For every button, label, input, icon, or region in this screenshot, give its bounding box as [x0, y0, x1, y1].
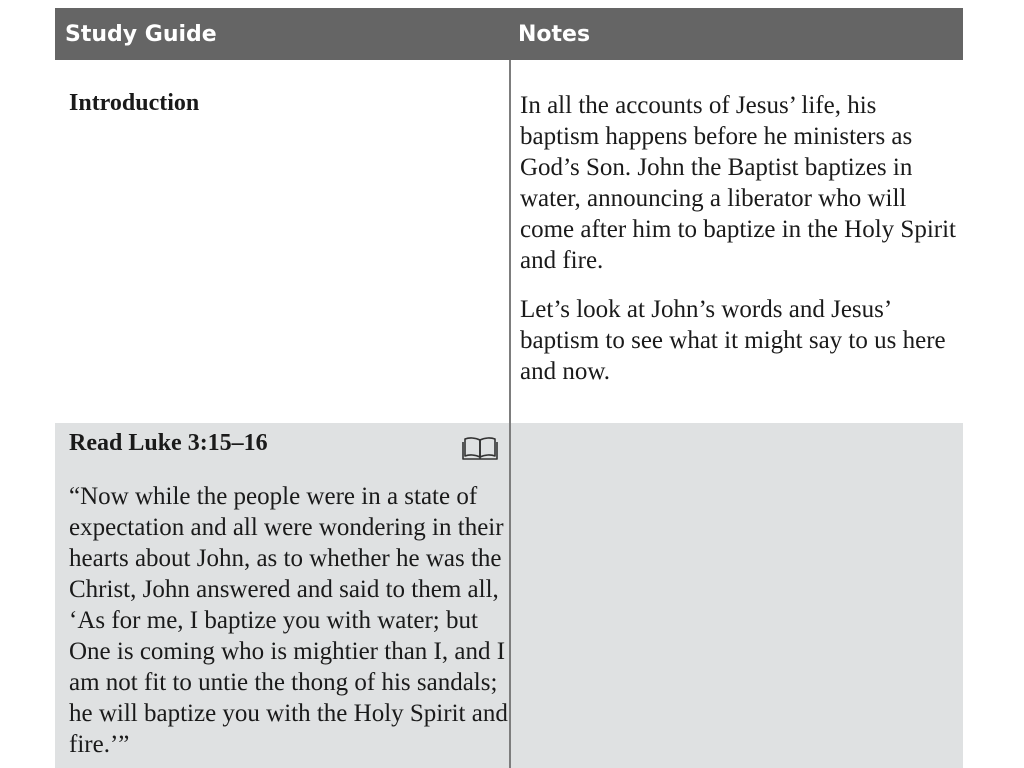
- introduction-notes: [520, 90, 960, 405]
- notes-paragraph-1: In all the accounts of Jesus’ life, his baptism happens before he ministers as God’s Son. John the Baptist baptizes in water, announcing a liberator who will come after him to baptize in the Holy Spirit and fire.: [520, 92, 956, 274]
- notes-paragraph-2: Let’s look at John’s words and Jesus’ baptism to see what it might say to us here and now.: [520, 296, 946, 385]
- open-book-icon: [462, 435, 498, 461]
- study-guide-table: [55, 8, 963, 768]
- table-header: [55, 8, 963, 60]
- introduction-title: Introduction: [69, 90, 200, 116]
- header-notes: Notes: [518, 22, 591, 47]
- reading-title: Read Luke 3:15–16: [69, 430, 268, 456]
- column-divider: [509, 60, 511, 768]
- header-study-guide: Study Guide: [65, 22, 217, 47]
- scripture-passage: “Now while the people were in a state of expectation and all were wondering in their hearts about John, as to whether he was the Christ, John answered and said to them all, ‘As for me, I baptize you with water; but One is coming who is mightier than I, and I am not fit to untie the thong of his sandals; he will baptize you with the Holy Spirit and fire.’”: [69, 483, 508, 758]
